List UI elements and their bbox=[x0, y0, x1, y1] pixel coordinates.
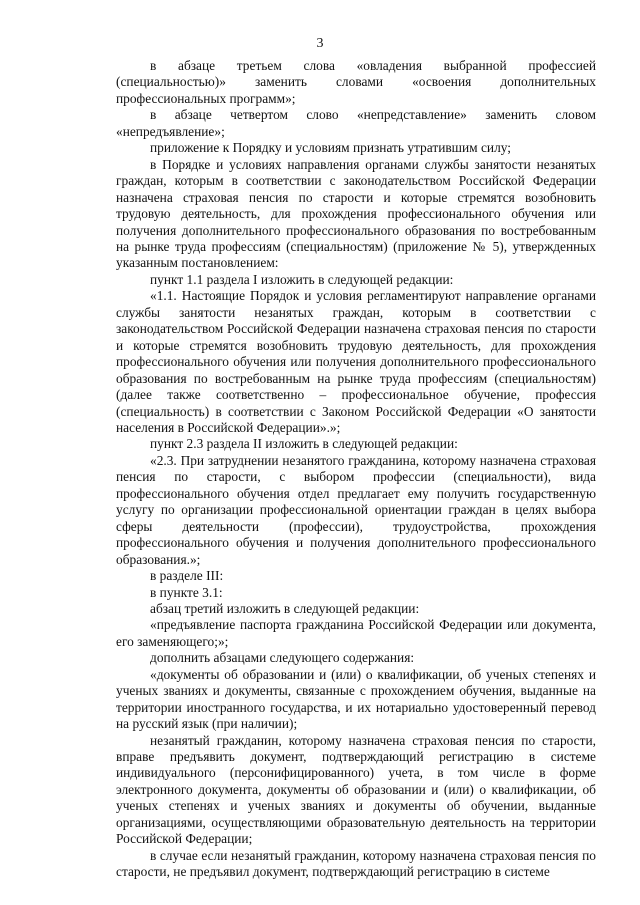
document-body bbox=[116, 58, 596, 881]
paragraph: дополнить абзацами следующего содержания: bbox=[150, 650, 415, 666]
paragraph: абзац третий изложить в следующей редакции: bbox=[150, 600, 420, 616]
paragraph: приложение к Порядку и условиям признать утратившим силу; bbox=[150, 140, 512, 156]
paragraph: в абзаце четвертом слово «непредставление» заменить словом «непредъявление»; bbox=[116, 107, 596, 139]
paragraph: «1.1. Настоящие Порядок и условия регламентируют направление органами службы занятости незанятых граждан, которым в соответствии с законодательством Российской Федерации назначена страховая пенсия по старости и которые стремятся возобновить трудовую деятельность, для прохождения профессионального обучения или получения дополнительного профессионального образования по востребованным на рынке труда профессиям (специальностям) (далее также соответственно – профессиональное обучение, профессия (специальность) в соответствии с Законом Российской Федерации «О занятости населения в Российской Федерации».»; bbox=[116, 288, 596, 435]
paragraph: в случае если незанятый гражданин, которому назначена страховая пенсия по старости, не предъявил документ, подтверждающий регистрацию в системе bbox=[116, 847, 596, 880]
paragraph: в абзаце третьем слова «овладения выбранной профессией (специальностью)» заменить словами «освоения дополнительных профессиональных программ»; bbox=[116, 58, 596, 106]
paragraph: в Порядке и условиях направления органами службы занятости незанятых граждан, которым в соответствии с законодательством Российской Федерации назначена страховая пенсия по старости и которые стремятся возобновить трудовую деятельность, для прохождения профессионального обучения или получения дополнительного профессионального образования по востребованным на рынке труда профессиям (специальностям) (приложение № 5), утвержденных указанным постановлением: bbox=[116, 156, 596, 271]
page-number: 3 bbox=[316, 36, 324, 51]
paragraph: пункт 2.3 раздела II изложить в следующей редакции: bbox=[150, 436, 458, 452]
paragraph: пункт 1.1 раздела I изложить в следующей редакции: bbox=[150, 271, 454, 287]
paragraph: «2.3. При затруднении незанятого гражданина, которому назначена страховая пенсия по старости, с выбором профессии (специальности), вида профессионального обучения отдел предлагает ему получить государственную услугу по организации профессиональной ориентации граждан в целях выбора сферы деятельности (профессии), трудоустройства, прохождения профессионального обучения и получения дополнительного профессионального образования.»; bbox=[116, 452, 596, 567]
paragraph: в разделе III: bbox=[150, 568, 224, 584]
paragraph: «предъявление паспорта гражданина Российской Федерации или документа, его заменяющего;»; bbox=[116, 617, 596, 649]
paragraph: «документы об образовании и (или) о квалификации, об ученых степенях и ученых званиях и документы, связанные с прохождением обучения, выданные на территории иностранного государства, и их нотариально удостоверенный перевод на русский язык (при наличии); bbox=[116, 666, 596, 732]
paragraph: незанятый гражданин, которому назначена страховая пенсия по старости, вправе предъявить документ, подтверждающий регистрацию в системе индивидуального (персонифицированного) учета, в том числе в форме электронного документа, документы об образовании и (или) о квалификации, об ученых степенях и ученых званиях и документы об обучении, выданные организациями, осуществляющими образовательную деятельность на территории Российской Федерации; bbox=[116, 732, 596, 847]
paragraph: в пункте 3.1: bbox=[150, 584, 223, 600]
